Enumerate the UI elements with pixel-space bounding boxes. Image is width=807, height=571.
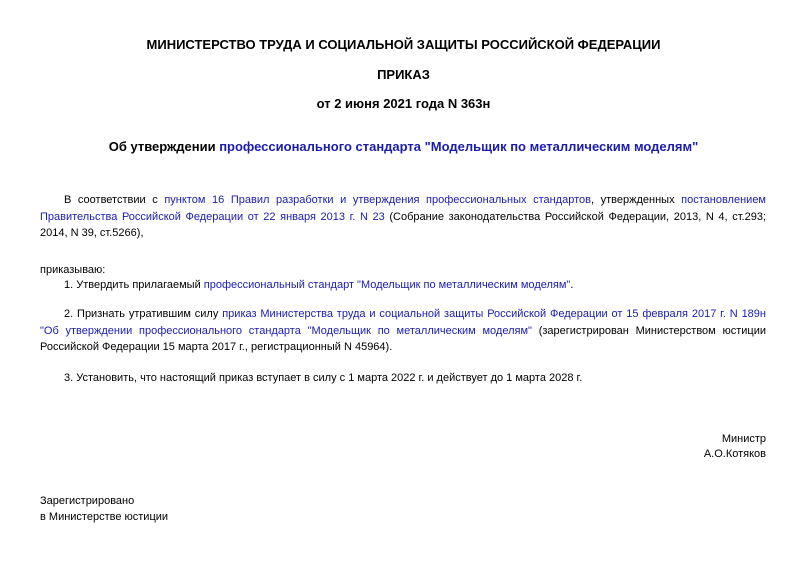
ministry-heading: МИНИСТЕРСТВО ТРУДА И СОЦИАЛЬНОЙ ЗАЩИТЫ РОССИЙСКОЙ ФЕДЕРАЦИИ [146, 37, 661, 52]
preamble-paragraph [40, 192, 766, 242]
item-2-text-2: (зарегистрирован Министерством юстиции Российской Федерации 15 марта 2017 г., регистрационный N 45964). [40, 324, 766, 353]
rules-link[interactable]: пунктом 16 Правил разработки и утверждения профессиональных стандартов [164, 194, 591, 206]
item-2-text-1: 2. Признать утратившим силу [64, 308, 223, 320]
preamble-text-2: , утвержденных [590, 194, 682, 206]
item-1-paragraph [40, 277, 766, 294]
order-word: приказываю: [40, 264, 106, 276]
item-2-paragraph [40, 306, 766, 356]
title-prefix: Об утверждении [108, 139, 220, 154]
item-3-paragraph: 3. Установить, что настоящий приказ вступает в силу с 1 марта 2022 г. и действует до 1 марта 2028 г. [64, 372, 583, 384]
standard-link[interactable]: профессиональный стандарт "Модельщик по металлическим моделям" [203, 279, 571, 291]
signatory-position: Министр [721, 433, 766, 445]
preamble-text-1: В соответствии с [64, 194, 165, 206]
preamble-text-3: (Собрание законодательства Российской Федерации, 2013, N 4, ст.293; 2014, N 39, ст.5266), [40, 210, 767, 239]
previous-order-link[interactable]: приказ Министерства труда и социальной защиты Российской Федерации от 15 февраля 2017 г. N 189н "Об утверждении профессионального стандарта "Модельщик по металлическим моделям" [40, 308, 766, 337]
title-standard-link[interactable]: профессионального стандарта "Модельщик по металлическим моделям" [219, 139, 699, 154]
registration-line-2: в Министерстве юстиции [40, 511, 169, 523]
registration-line-1: Зарегистрировано [40, 495, 135, 507]
signatory-name: А.О.Котяков [703, 448, 766, 460]
government-decree-link[interactable]: постановлением Правительства Российской Федерации от 22 января 2013 г. N 23 [40, 194, 766, 223]
item-1-text-2: . [570, 279, 574, 291]
document-type-heading: ПРИКАЗ [377, 67, 430, 82]
item-1-text-1: 1. Утвердить прилагаемый [64, 279, 204, 291]
document-title [0, 139, 807, 155]
document-date-number: от 2 июня 2021 года N 363н [316, 96, 491, 111]
